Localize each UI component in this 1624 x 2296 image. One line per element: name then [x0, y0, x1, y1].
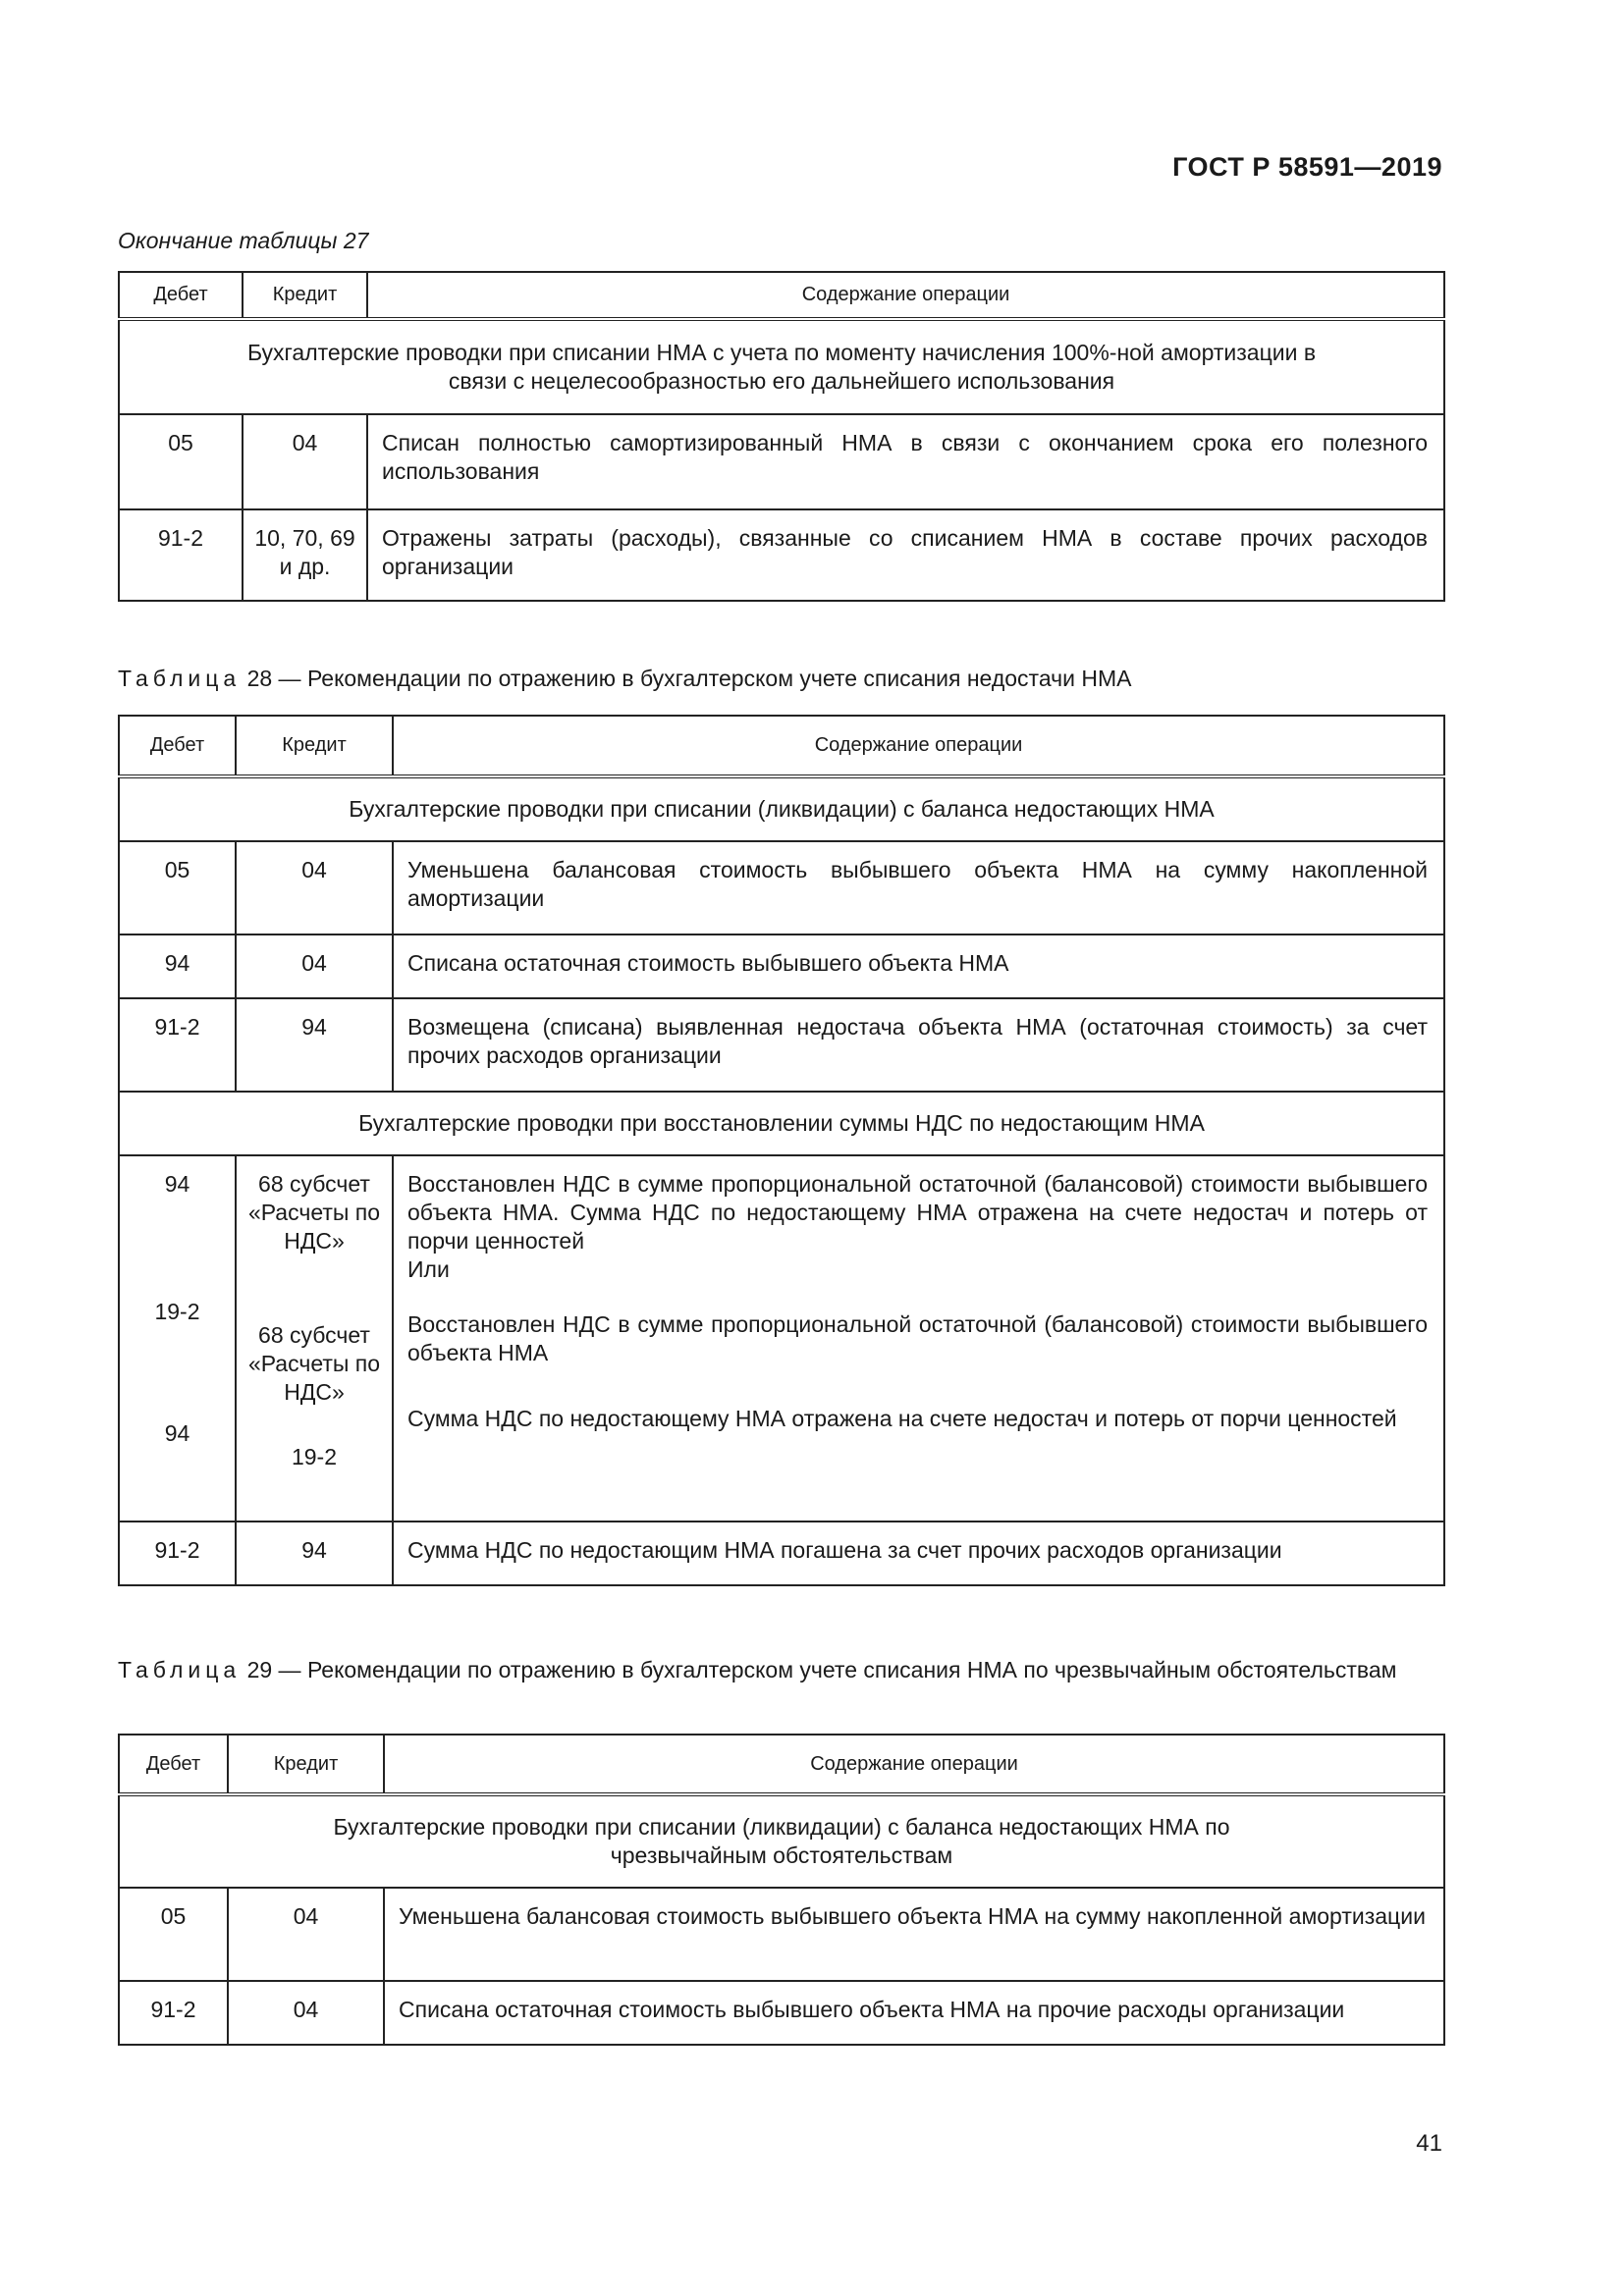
header-credit: Кредит: [228, 1735, 384, 1794]
table-29-caption: [118, 1655, 1445, 1684]
credit-cell: 10, 70, 69 и др.: [243, 509, 367, 601]
header-credit: Кредит: [243, 272, 367, 319]
debit-value: 94: [164, 1171, 190, 1197]
content-cell: Возмещена (списана) выявленная недостача объекта НМА (остаточная стоимость) за счет прочих расходов организации: [393, 998, 1444, 1092]
table-row: [119, 509, 1444, 601]
header-content: Содержание операции: [393, 716, 1444, 776]
header-content: Содержание операции: [384, 1735, 1444, 1794]
table-row: [119, 1981, 1444, 2045]
debit-cell: [119, 1155, 236, 1522]
alternative-label: Или: [407, 1256, 450, 1282]
content-value: Восстановлен НДС в сумме пропорциональной остаточной (балансовой) стоимости выбывшего объекта НМА. Сумма НДС по недостающему НМА отражена на счете недостач и потерь от порчи ценностей: [407, 1171, 1428, 1254]
table-header-row: [119, 716, 1444, 776]
content-cell: Сумма НДС по недостающим НМА погашена за счет прочих расходов организации: [393, 1522, 1444, 1585]
credit-cell: 04: [236, 934, 393, 998]
caption-label: Таблица: [118, 666, 242, 691]
table-row: [119, 998, 1444, 1092]
table-28: [118, 715, 1445, 1586]
caption-text: 28 — Рекомендации по отражению в бухгалтерском учете списания недостачи НМА: [246, 666, 1132, 691]
content-cell: Уменьшена балансовая стоимость выбывшего объекта НМА на сумму накопленной амортизации: [393, 841, 1444, 934]
debit-value: 19-2: [154, 1299, 200, 1324]
section-title: Бухгалтерские проводки при списании (ликвидации) с баланса недостающих НМА по чрезвычайным обстоятельствам: [119, 1794, 1444, 1888]
debit-cell: 94: [119, 934, 236, 998]
caption-label: Таблица: [118, 1657, 242, 1682]
content-cell: Уменьшена балансовая стоимость выбывшего объекта НМА на сумму накопленной амортизации: [384, 1888, 1444, 1981]
credit-cell: 04: [243, 414, 367, 509]
content-cell: [393, 1155, 1444, 1522]
credit-value: 19-2: [291, 1444, 338, 1469]
header-debit: Дебет: [119, 272, 243, 319]
table-29: [118, 1734, 1445, 2046]
header-debit: Дебет: [119, 716, 236, 776]
debit-cell: 91-2: [119, 998, 236, 1092]
debit-value: 94: [164, 1420, 190, 1446]
header-debit: Дебет: [119, 1735, 228, 1794]
page-number: 41: [1416, 2130, 1442, 2157]
table-row: [119, 841, 1444, 934]
table-row: [119, 1522, 1444, 1585]
table-row: [119, 934, 1444, 998]
content-cell: Отражены затраты (расходы), связанные со списанием НМА в составе прочих расходов организации: [367, 509, 1444, 601]
credit-cell: 94: [236, 998, 393, 1092]
section-row: [119, 1092, 1444, 1155]
debit-cell: 91-2: [119, 509, 243, 601]
table-row: [119, 414, 1444, 509]
section-title: Бухгалтерские проводки при списании НМА с учета по моменту начисления 100%-ной амортизации в связи с нецелесообразностью его дальнейшего использования: [119, 319, 1444, 414]
credit-cell: 04: [228, 1888, 384, 1981]
table-row: [119, 1888, 1444, 1981]
section-row: [119, 1794, 1444, 1888]
table-27: [118, 271, 1445, 602]
debit-cell: 05: [119, 841, 236, 934]
header-content: Содержание операции: [367, 272, 1444, 319]
table-27-continuation-label: Окончание таблицы 27: [118, 228, 369, 253]
header-credit: Кредит: [236, 716, 393, 776]
credit-cell: 94: [236, 1522, 393, 1585]
credit-cell: 04: [236, 841, 393, 934]
content-cell: Списан полностью самортизированный НМА в связи с окончанием срока его полезного использования: [367, 414, 1444, 509]
credit-value: 68 субсчет «Расчеты по НДС»: [247, 1322, 381, 1405]
debit-cell: 05: [119, 414, 243, 509]
debit-cell: 91-2: [119, 1522, 236, 1585]
vat-block-row: [119, 1155, 1444, 1522]
section-row: [119, 319, 1444, 414]
content-cell: Списана остаточная стоимость выбывшего объекта НМА на прочие расходы организации: [384, 1981, 1444, 2045]
content-value: Сумма НДС по недостающему НМА отражена на счете недостач и потерь от порчи ценностей: [407, 1406, 1397, 1431]
document-code: ГОСТ Р 58591—2019: [1172, 152, 1442, 182]
debit-cell: 05: [119, 1888, 228, 1981]
table-header-row: [119, 272, 1444, 319]
section-row: [119, 776, 1444, 841]
section-title: Бухгалтерские проводки при восстановлении суммы НДС по недостающим НМА: [119, 1092, 1444, 1155]
section-title: Бухгалтерские проводки при списании (ликвидации) с баланса недостающих НМА: [119, 776, 1444, 841]
content-cell: Списана остаточная стоимость выбывшего объекта НМА: [393, 934, 1444, 998]
credit-value: 68 субсчет «Расчеты по НДС»: [247, 1171, 381, 1254]
table-28-caption: [118, 664, 1445, 693]
content-value: Восстановлен НДС в сумме пропорциональной остаточной (балансовой) стоимости выбывшего объекта НМА: [407, 1311, 1428, 1365]
credit-cell: 04: [228, 1981, 384, 2045]
debit-cell: 91-2: [119, 1981, 228, 2045]
table-header-row: [119, 1735, 1444, 1794]
caption-text: 29 — Рекомендации по отражению в бухгалтерском учете списания НМА по чрезвычайным обстоятельствам: [246, 1657, 1397, 1682]
credit-cell: [236, 1155, 393, 1522]
